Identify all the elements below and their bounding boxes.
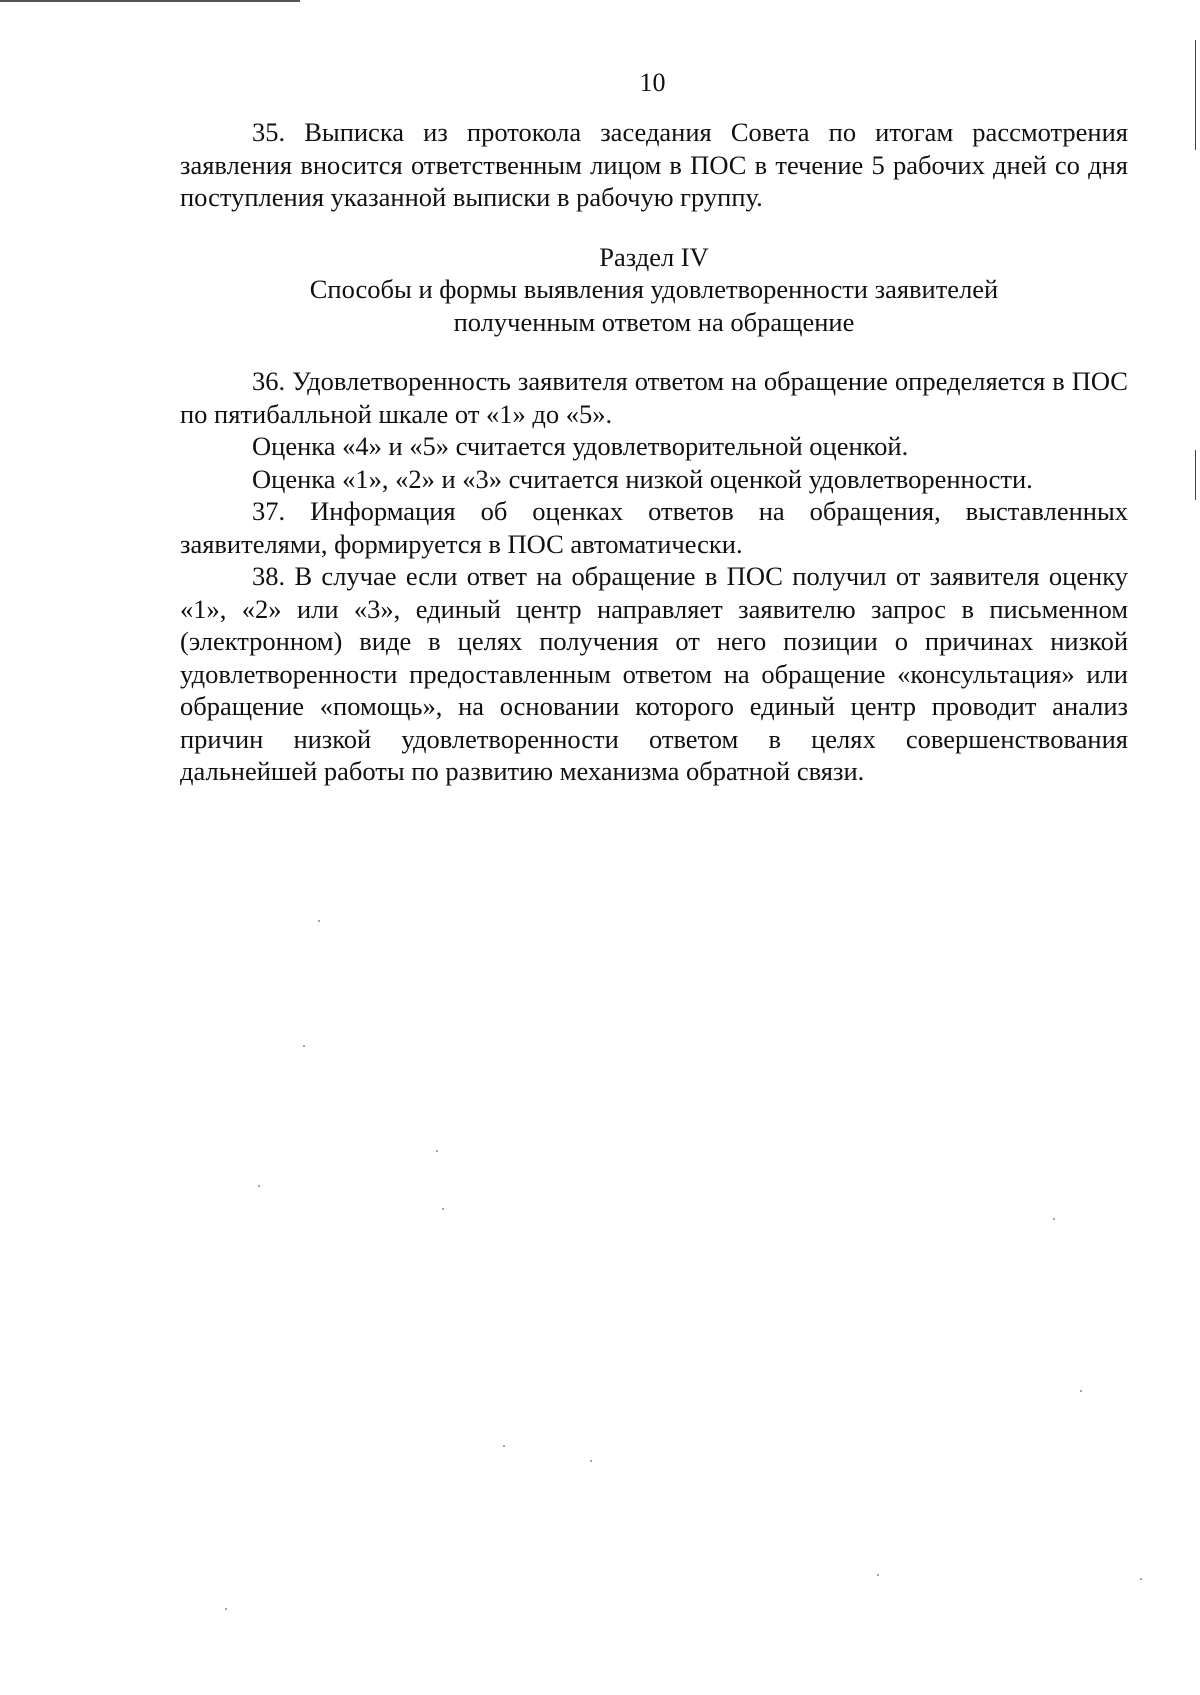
scan-speck (258, 1185, 260, 1187)
scan-speck (442, 1208, 444, 1210)
paragraph-36-rating-good: Оценка «4» и «5» считается удовлетворительной оценкой. (252, 431, 909, 461)
paragraph-38: 38. В случае если ответ на обращение в ПОС получил от заявителя оценку «1», «2» или «3», единый центр направляет заявителю запрос в письменном (электронном) виде в целях получения от него позиции о причинах низкой удовлетворенности предоставленным ответом на обращение «консультация» или обращение «помощь», на основании которого единый центр проводит анализ причин низкой удовлетворенности ответом в целях совершенствования дальнейшей работы по развитию механизма обратной связи. (180, 561, 1128, 786)
paragraph-37: 37. Информация об оценках ответов на обращения, выставленных заявителями, формируется в ПОС автоматически. (180, 496, 1128, 559)
page-number: 10 (639, 68, 666, 97)
scan-speck (590, 1460, 592, 1462)
paragraph-36: 36. Удовлетворенность заявителя ответом на обращение определяется в ПОС по пятибалльной шкале от «1» до «5». (180, 366, 1128, 429)
scan-speck (1053, 1218, 1055, 1220)
section-title-line2: полученным ответом на обращение (453, 306, 855, 337)
scan-speck (436, 1150, 438, 1152)
scan-speck (503, 1445, 505, 1447)
scan-speck (318, 920, 320, 922)
scan-speck (1080, 1390, 1082, 1392)
scan-edge-right-lower (1195, 450, 1196, 500)
scan-speck (303, 1045, 305, 1047)
paragraph-36-rating-low: Оценка «1», «2» и «3» считается низкой оценкой удовлетворенности. (252, 463, 1033, 494)
section-title-line1: Способы и формы выявления удовлетворенности заявителей (309, 274, 999, 304)
scan-speck (225, 1608, 227, 1610)
paragraph-35: 35. Выписка из протокола заседания Совета по итогам рассмотрения заявления вносится ответственным лицом в ПОС в течение 5 рабочих дней со дня поступления указанной выписки в рабочую группу. (180, 117, 1128, 212)
scan-speck (1140, 1578, 1142, 1580)
section-label: Раздел IV (599, 241, 709, 272)
scan-edge-top (0, 0, 300, 2)
section-heading (180, 241, 1128, 339)
scan-speck (877, 1574, 879, 1576)
document-body (180, 116, 1128, 788)
